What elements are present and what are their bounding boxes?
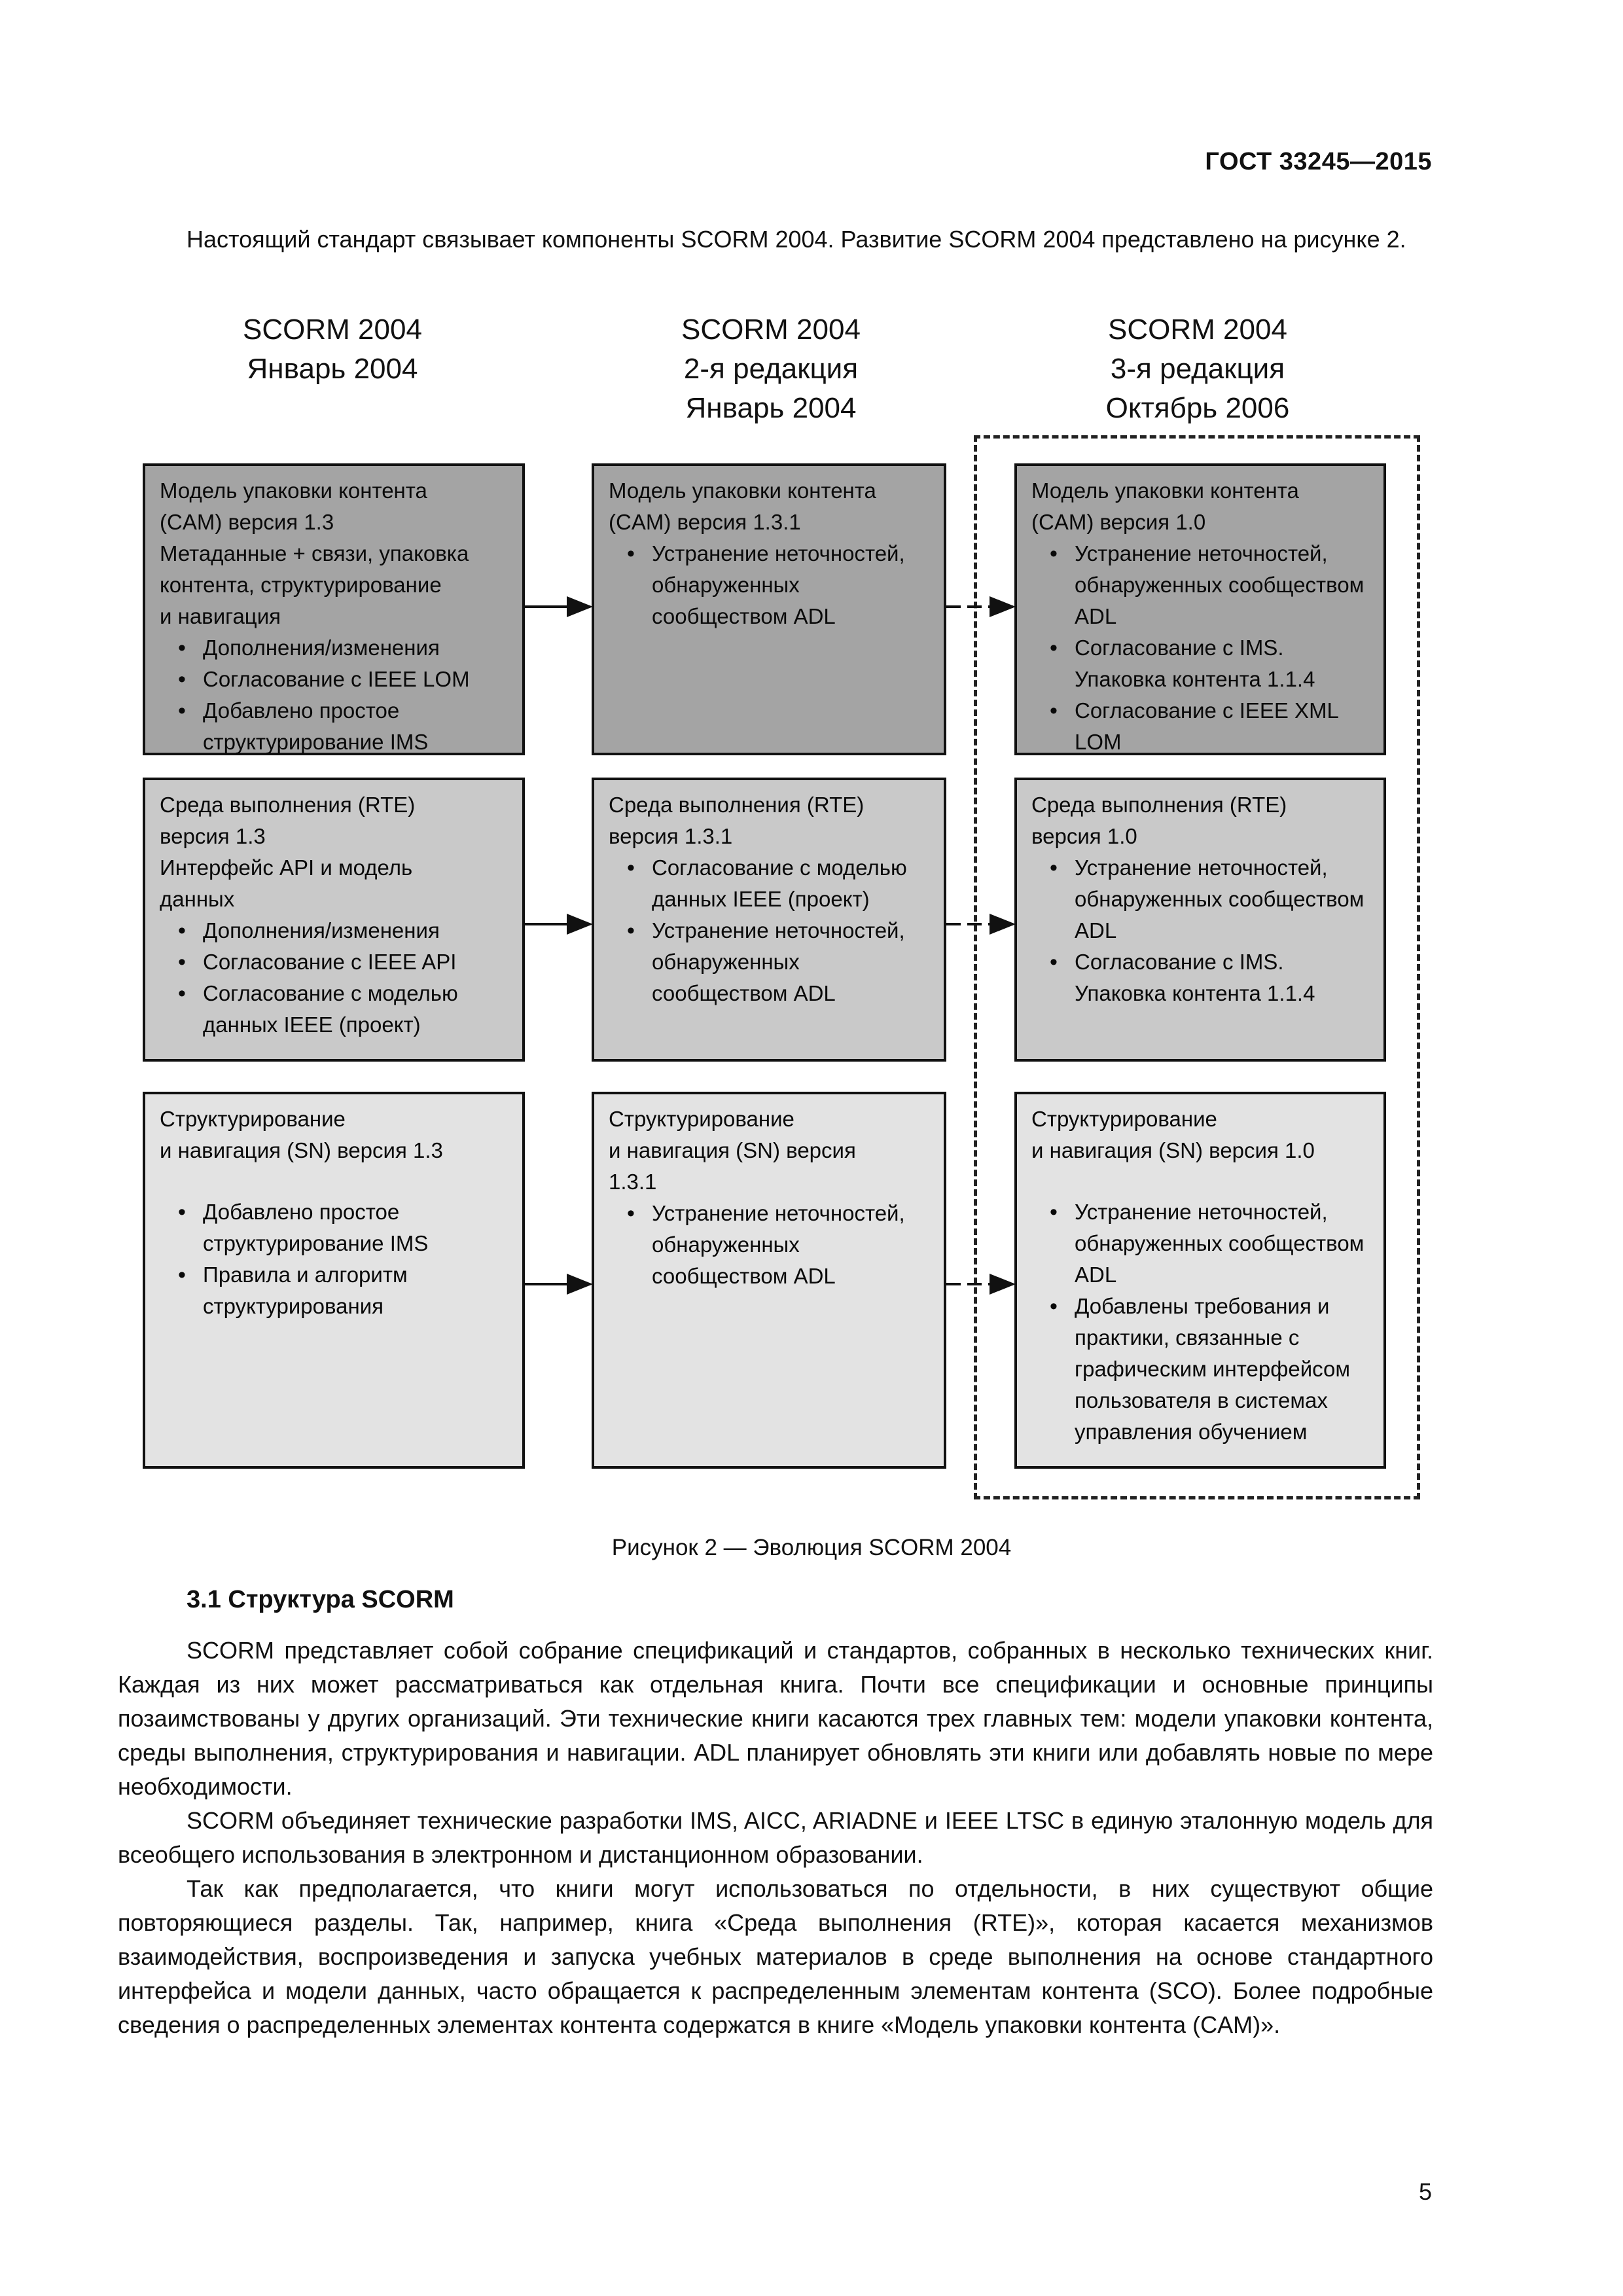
bullet-item: • Согласование с моделью данных IEEE (проект): [160, 978, 508, 1041]
bullet-item: • Устранение неточностей, обнаруженных сообществом ADL: [609, 538, 929, 632]
bullet-item: • Добавлены требования и практики, связанные с графическим интерфейсом пользователя в системах управления обучением: [1031, 1291, 1369, 1448]
bullet-item: • Устранение неточностей, обнаруженных сообществом ADL: [609, 915, 929, 1009]
box-line: Структурирование: [609, 1107, 794, 1131]
box-line: Структурирование: [1031, 1107, 1217, 1131]
box-line: Модель упаковки контента: [609, 478, 876, 503]
bullet-item: • Согласование с IMS. Упаковка контента 1.1.4: [1031, 946, 1369, 1009]
box-line: и навигация (SN) версия 1.3: [160, 1138, 443, 1162]
box-line: данных: [160, 887, 235, 911]
box-line: версия 1.0: [1031, 824, 1137, 848]
column-header-line: 2-я редакция: [683, 353, 859, 385]
box-line: (CAM) версия 1.3: [160, 510, 334, 534]
box-line: Модель упаковки контента: [160, 478, 427, 503]
section-body: [118, 1634, 1433, 2042]
box-line: и навигация (SN) версия 1.0: [1031, 1138, 1315, 1162]
box-line: версия 1.3.1: [609, 824, 733, 848]
bullet-item: • Согласование с IEEE XML LOM: [1031, 695, 1369, 758]
bullet-item: • Дополнения/изменения: [160, 915, 508, 946]
box-line: 1.3.1: [609, 1170, 657, 1194]
section-title: 3.1 Структура SCORM: [187, 1586, 454, 1613]
bullet-item: • Устранение неточностей, обнаруженных сообществом ADL: [1031, 1196, 1369, 1291]
column-header-line: 3-я редакция: [1110, 353, 1285, 385]
document-code: ГОСТ 33245—2015: [1205, 148, 1432, 175]
box-line: версия 1.3: [160, 824, 266, 848]
bullet-item: • Согласование с IEEE API: [160, 946, 508, 978]
section-paragraph: SCORM представляет собой собрание спецификаций и стандартов, собранных в несколько технических книг. Каждая из них может рассматриваться как отдельная книга. Почти все спецификации и основные принципы позаимствованы у других организаций. Эти технические книги касаются трех главных тем: модели упаковки контента, среды выполнения, структурирования и навигации. ADL планирует обновлять эти книги или добавлять новые по мере необходимости.: [118, 1637, 1433, 1800]
figure-caption: Рисунок 2 — Эволюция SCORM 2004: [611, 1535, 1012, 1560]
bullet-item: • Добавлено простое структурирование IMS: [160, 1196, 508, 1259]
column-header-line: SCORM 2004: [681, 314, 861, 346]
section-paragraph: SCORM объединяет технические разработки IMS, AICC, ARIADNE и IEEE LTSC в единую эталонную модель для всеобщего использования в электронном и дистанционном образовании.: [118, 1807, 1433, 1868]
box-line: Структурирование: [160, 1107, 346, 1131]
box-line: Среда выполнения (RTE): [1031, 793, 1287, 817]
box-line: (CAM) версия 1.0: [1031, 510, 1206, 534]
box-line: контента, структурирование: [160, 573, 442, 597]
box-line: (CAM) версия 1.3.1: [609, 510, 801, 534]
bullet-item: • Устранение неточностей, обнаруженных сообществом ADL: [1031, 538, 1369, 632]
box-line: и навигация: [160, 604, 281, 628]
bullet-item: • Устранение неточностей, обнаруженных сообществом ADL: [1031, 852, 1369, 946]
column-header-line: Октябрь 2006: [1105, 392, 1290, 424]
column-header-line: SCORM 2004: [1108, 314, 1287, 346]
box-line: Интерфейс API и модель: [160, 855, 413, 880]
bullet-item: • Правила и алгоритм структурирования: [160, 1259, 508, 1322]
column-header-line: Январь 2004: [247, 353, 418, 385]
page-number: 5: [1418, 2178, 1432, 2205]
intro-text: Настоящий стандарт связывает компоненты SCORM 2004. Развитие SCORM 2004 представлено на рисунке 2.: [187, 226, 1406, 253]
box-line: и навигация (SN) версия: [609, 1138, 856, 1162]
bullet-item: • Добавлено простое структурирование IMS: [160, 695, 508, 758]
bullet-item: • Согласование с IMS. Упаковка контента 1.1.4: [1031, 632, 1369, 695]
bullet-item: • Дополнения/изменения: [160, 632, 508, 664]
section-paragraph: Так как предполагается, что книги могут использоваться по отдельности, в них существуют общие повторяющиеся разделы. Так, например, книга «Среда выполнения (RTE)», которая касается механизмов взаимодействия, воспроизведения и запуска учебных материалов в среде выполнения на основе стандартного интерфейса и модели данных, часто обращается к распределенным элементам контента (SCO). Более подробные сведения о распределенных элементах контента содержатся в книге «Модель упаковки контента (CAM)».: [118, 1875, 1433, 2038]
column-header-line: SCORM 2004: [243, 314, 422, 346]
bullet-item: • Устранение неточностей, обнаруженных сообществом ADL: [609, 1198, 929, 1292]
box-line: Среда выполнения (RTE): [609, 793, 865, 817]
box-line: Метаданные + связи, упаковка: [160, 541, 469, 565]
box-line: Среда выполнения (RTE): [160, 793, 416, 817]
column-header-line: Январь 2004: [685, 392, 857, 424]
bullet-item: • Согласование с IEEE LOM: [160, 664, 508, 695]
bullet-item: • Согласование с моделью данных IEEE (проект): [609, 852, 929, 915]
box-line: Модель упаковки контента: [1031, 478, 1299, 503]
